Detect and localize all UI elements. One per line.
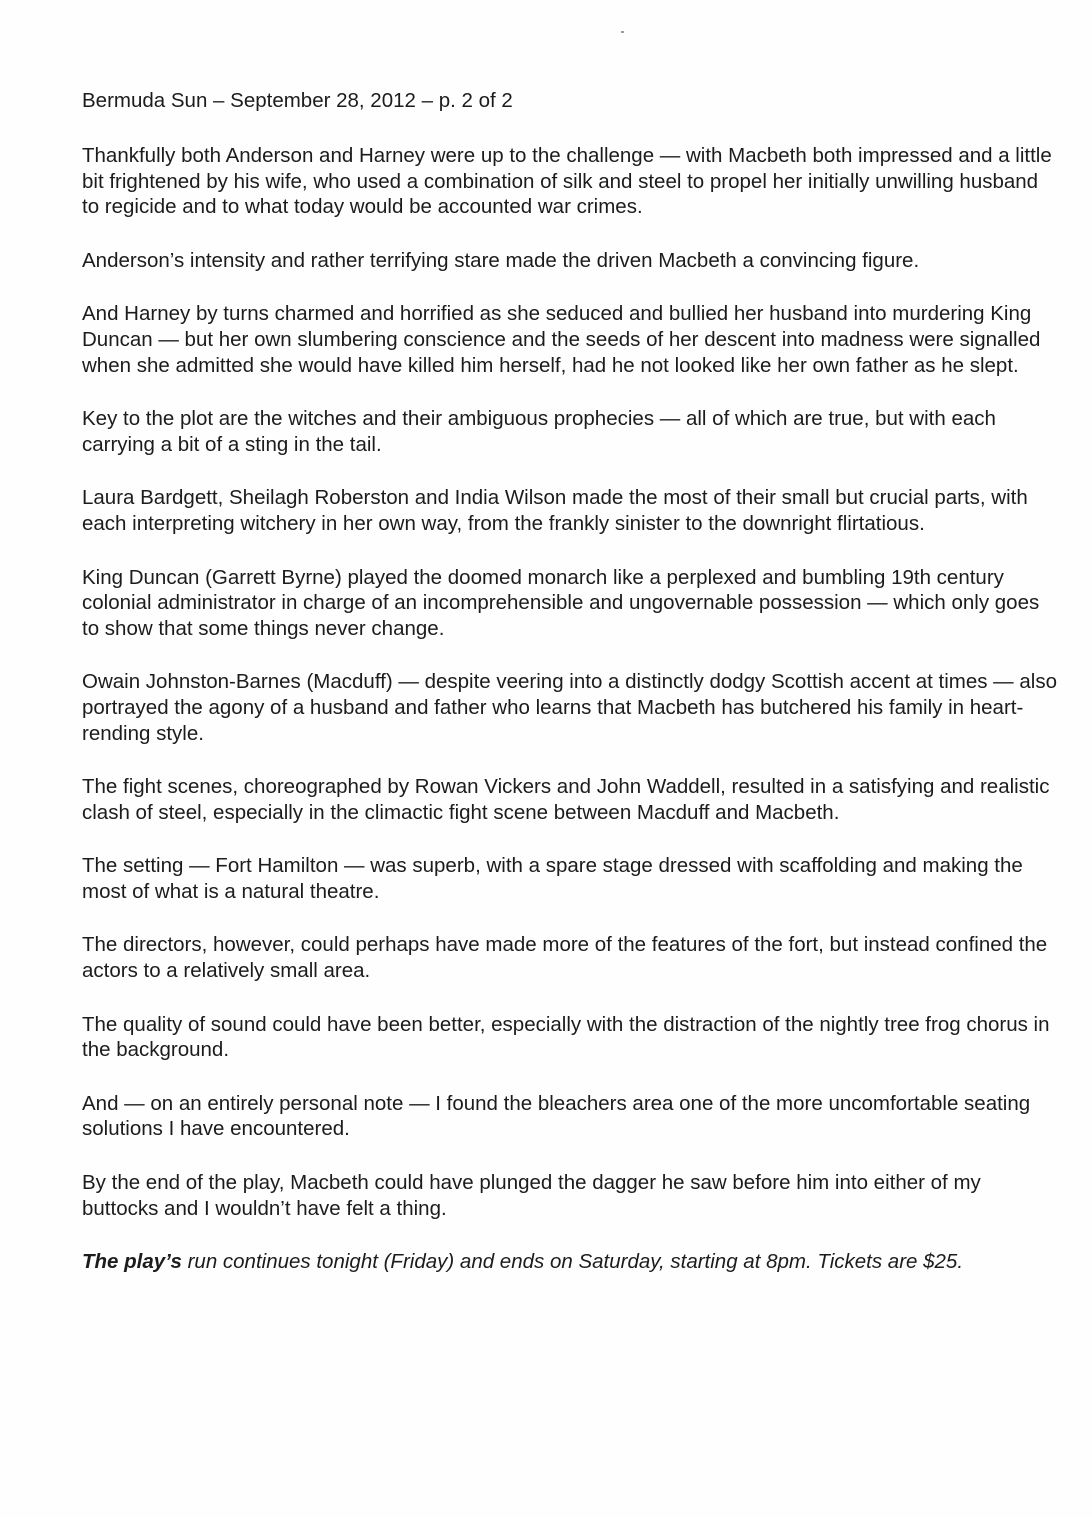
run-info-text: run continues tonight (Friday) and ends on Saturday, starting at 8pm. Tickets are $25.	[181, 1250, 964, 1274]
scan-speck	[621, 31, 624, 33]
paragraph-2: Anderson’s intensity and rather terrifying stare made the driven Macbeth a convincing figure.	[82, 248, 920, 272]
paragraph-12: And — on an entirely personal note — I found the bleachers area one of the more uncomfortable seating solutions I have encountered.	[82, 1091, 1031, 1141]
paragraph-5: Laura Bardgett, Sheilagh Roberston and India Wilson made the most of their small but crucial parts, with each interpreting witchery in her own way, from the frankly sinister to the downright flirtatious.	[82, 486, 1028, 535]
paragraph-6: King Duncan (Garrett Byrne) played the doomed monarch like a perplexed and bumbling 19th century colonial administrator in charge of an incomprehensible and ungovernable possession — which only goes to show that some things never change.	[82, 565, 1040, 640]
paragraph-9: The setting — Fort Hamilton — was superb, with a spare stage dressed with scaffolding and making the most of what is a natural theatre.	[82, 854, 1023, 903]
paragraph-7: Owain Johnston-Barnes (Macduff) — despite veering into a distinctly dodgy Scottish accent at times — also portrayed the agony of a husband and father who learns that Macbeth has butchered his family in heart-rending style.	[82, 670, 1057, 745]
run-info-note	[82, 1249, 1057, 1275]
run-info-lead: The play’s	[82, 1250, 182, 1274]
page-header: Bermuda Sun – September 28, 2012 – p. 2 of 2	[82, 89, 513, 112]
article-body	[82, 88, 1057, 1275]
paragraph-1: Thankfully both Anderson and Harney were up to the challenge — with Macbeth both impressed and a little bit frightened by his wife, who used a combination of silk and steel to propel her initially unwilling husband to regicide and to what today would be accounted war crimes.	[82, 144, 1052, 219]
paragraph-11: The quality of sound could have been better, especially with the distraction of the nightly tree frog chorus in the background.	[82, 1012, 1050, 1062]
paragraph-13: By the end of the play, Macbeth could have plunged the dagger he saw before him into either of my buttocks and I wouldn’t have felt a thing.	[82, 1171, 981, 1220]
paragraph-8: The fight scenes, choreographed by Rowan Vickers and John Waddell, resulted in a satisfying and realistic clash of steel, especially in the climactic fight scene between Macduff and Macbeth.	[82, 775, 1050, 824]
paragraph-4: Key to the plot are the witches and their ambiguous prophecies — all of which are true, but with each carrying a bit of a sting in the tail.	[82, 407, 996, 456]
paragraph-3: And Harney by turns charmed and horrified as she seduced and bullied her husband into murdering King Duncan — but her own slumbering conscience and the seeds of her descent into madness were signalled when she admitted she would have killed him herself, had he not looked like her own father as he slept.	[82, 302, 1041, 377]
paragraph-10: The directors, however, could perhaps have made more of the features of the fort, but instead confined the actors to a relatively small area.	[82, 933, 1048, 983]
